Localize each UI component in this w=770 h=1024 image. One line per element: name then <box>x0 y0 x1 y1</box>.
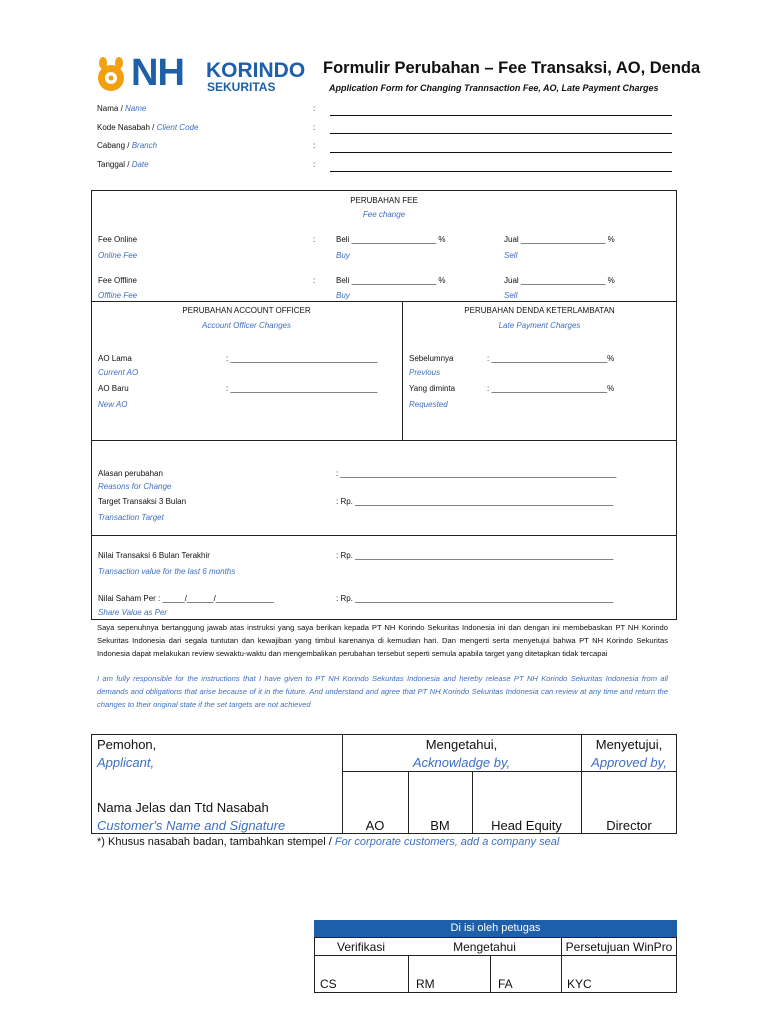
fee-divider <box>91 301 677 302</box>
fee-offline-buy[interactable]: Beli ___________________ % <box>336 276 446 285</box>
fee-offline-label-en: Offline Fee <box>98 291 138 300</box>
fee-offline-label: Fee Offline <box>98 276 137 285</box>
late-req-label: Yang diminta <box>409 384 456 393</box>
client-code-sep: : <box>313 123 316 132</box>
officer-fa[interactable]: FA <box>498 977 513 991</box>
officer-winpro: Persetujuan WinPro <box>565 940 673 954</box>
ao-new-field[interactable]: : _________________________________ <box>226 384 378 393</box>
late-req-label-en: Requested <box>409 400 448 409</box>
ao-section-title-en: Account Officer Changes <box>202 321 291 330</box>
officer-verif: Verifikasi <box>336 940 386 954</box>
reason-label: Alasan perubahan <box>98 469 163 478</box>
fee-online-sep: : <box>313 235 316 244</box>
ao-current-field[interactable]: : _________________________________ <box>226 354 378 363</box>
fee-offline-sell[interactable]: Jual ___________________ % <box>504 276 615 285</box>
client-code-field[interactable] <box>330 133 672 134</box>
sig-head-equity[interactable]: Head Equity <box>491 818 562 833</box>
flower-icon <box>93 56 129 96</box>
share-label[interactable]: Nilai Saham Per : _____/______/_____________ <box>98 594 274 603</box>
share-label-en: Share Value as Per <box>98 608 168 617</box>
officer-header: Di isi oleh petugas <box>314 920 677 937</box>
fee-online-buy[interactable]: Beli ___________________ % <box>336 235 446 244</box>
fee-section-title-en: Fee change <box>362 210 406 219</box>
sig-ao[interactable]: AO <box>365 818 385 833</box>
client-code-label: Kode Nasabah / Client Code <box>97 123 199 132</box>
target-label-en: Transaction Target <box>98 513 164 522</box>
fee-online-sell-en: Sell <box>504 251 518 260</box>
sig-div-h <box>342 771 677 772</box>
ack-label-en: Acknowladge by, <box>412 755 511 770</box>
late-section-title: PERUBAHAN DENDA KETERLAMBATAN <box>464 306 615 315</box>
statement-id: Saya sepenuhnya bertanggung jawab atas instruksi yang saya berikan kepada PT NH Korindo Sekuritas Indonesia ini dan dengan ini membebaskan PT NH Korindo Sekuritas Indonesia dari segala tuntutan dan kewajiban yang timbul karenanya di kemudian hari. Dan mengerti serta menyetujui bahwa PT NH Korindo Sekuritas Indonesia dapat melakukan review sewaktu-waktu dan mengembalikan perubahan tersebut seperti semula apabila target yang ditetapkan tidak tercapai <box>97 623 668 658</box>
page-title: Formulir Perubahan – Fee Transaksi, AO, Denda <box>323 59 701 77</box>
last6-field[interactable]: : Rp. __________________________________________________________ <box>336 551 614 560</box>
share-field[interactable]: : Rp. __________________________________________________________ <box>336 594 614 603</box>
fee-offline-sep: : <box>313 276 316 285</box>
fee-section-title: PERUBAHAN FEE <box>350 196 418 205</box>
name-field[interactable] <box>330 115 672 116</box>
reason-label-en: Reasons for Change <box>98 482 172 491</box>
fee-online-buy-en: Buy <box>336 251 350 260</box>
statement-en: I am fully responsible for the instructions that I have given to PT NH Korindo Sekuritas Indonesia and hereby release PT NH Korindo Sekuritas Indonesia from all demands and obligations that arise because of it in the future. And understand and agree that PT NH Korindo Sekuritas Indonesia can review at any time and return the changes to their original state if the set targets are not achieved <box>97 674 668 709</box>
corporate-note: *) Khusus nasabah badan, tambahkan stempel / For corporate customers, add a company seal <box>97 836 560 848</box>
officer-cs[interactable]: CS <box>320 977 337 991</box>
branch-sep: : <box>313 141 316 150</box>
fee-offline-sell-en: Sell <box>504 291 518 300</box>
late-prev-field[interactable]: : __________________________% <box>487 354 615 363</box>
late-prev-label: Sebelumnya <box>409 354 454 363</box>
ao-new-label-en: New AO <box>98 400 128 409</box>
late-prev-label-en: Previous <box>409 368 441 377</box>
logo-name: KORINDO <box>206 59 306 82</box>
fee-offline-buy-en: Buy <box>336 291 350 300</box>
target-label: Target Transaksi 3 Bulan <box>98 497 187 506</box>
name-field-label: Nama / Name <box>97 104 147 113</box>
target-field[interactable]: : Rp. __________________________________________________________ <box>336 497 614 506</box>
logo-brand: NH <box>131 52 184 94</box>
logo-sub: SEKURITAS <box>207 80 276 94</box>
date-sep: : <box>313 160 316 169</box>
branch-label: Cabang / Branch <box>97 141 158 150</box>
date-label: Tanggal / Date <box>97 160 149 169</box>
officer-know: Mengetahui <box>453 940 516 954</box>
applicant-label-en: Applicant, <box>97 755 155 770</box>
sig-director[interactable]: Director <box>606 818 652 833</box>
officer-div-1 <box>408 955 409 993</box>
fee-online-label: Fee Online <box>98 235 138 244</box>
officer-div-2 <box>490 955 491 993</box>
late-section-title-en: Late Payment Charges <box>498 321 581 330</box>
officer-rm[interactable]: RM <box>416 977 435 991</box>
reason-field[interactable]: : ______________________________________________________________ <box>336 469 617 478</box>
branch-field[interactable] <box>330 152 672 153</box>
applicant-label: Pemohon, <box>97 737 157 752</box>
name-field-sep: : <box>313 104 316 113</box>
ao-new-label: AO Baru <box>98 384 129 393</box>
date-field[interactable] <box>330 171 672 172</box>
officer-kyc[interactable]: KYC <box>567 977 592 991</box>
ao-current-label-en: Current AO <box>98 368 139 377</box>
customer-name-sign-label-en: Customer's Name and Signature <box>97 818 286 833</box>
reason-divider <box>91 535 677 536</box>
officer-row-div <box>314 955 677 956</box>
customer-name-sign-label: Nama Jelas dan Ttd Nasabah <box>97 800 269 815</box>
last6-label-en: Transaction value for the last 6 months <box>98 567 236 576</box>
sig-bm[interactable]: BM <box>430 818 450 833</box>
ao-bottom-divider <box>91 440 677 441</box>
fee-online-label-en: Online Fee <box>98 251 138 260</box>
last6-label: Nilai Transaksi 6 Bulan Terakhir <box>98 551 210 560</box>
approve-label: Menyetujui, <box>595 737 663 752</box>
ao-section-title: PERUBAHAN ACCOUNT OFFICER <box>182 306 311 315</box>
ao-current-label: AO Lama <box>98 354 132 363</box>
fee-online-sell[interactable]: Jual ___________________ % <box>504 235 615 244</box>
company-logo <box>93 52 318 98</box>
page-subtitle: Application Form for Changing Trannsaction Fee, AO, Late Payment Charges <box>329 83 659 93</box>
approve-label-en: Approved by, <box>591 755 667 770</box>
late-req-field[interactable]: : __________________________% <box>487 384 615 393</box>
ack-label: Mengetahui, <box>425 737 498 752</box>
